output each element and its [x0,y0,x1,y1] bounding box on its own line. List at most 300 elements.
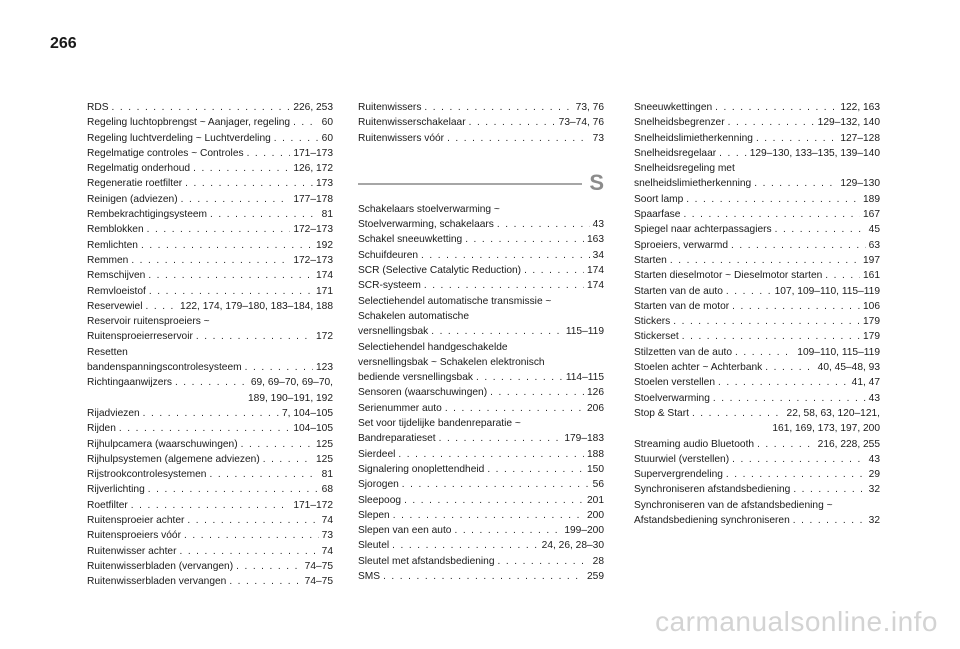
dot-leader [293,115,319,130]
index-entry [634,314,880,329]
index-entry-pages: 189 [863,193,880,205]
dot-leader [524,263,584,278]
index-entry-pages: 24, 26, 28–30 [541,540,604,552]
index-entry-term: Remblokken [87,224,144,236]
index-entry-pages: 171–172 [293,499,333,511]
index-entry [358,401,604,416]
dot-leader [181,192,291,207]
index-entry-term: Soort lamp [634,193,684,205]
index-entry-pages: 174 [587,280,604,292]
index-entry [87,222,333,237]
dot-leader [398,447,584,462]
index-entry-pages: 172 [316,331,333,343]
dot-leader [487,462,584,477]
index-entry-pages: 163 [587,234,604,246]
index-entry [87,437,333,452]
index-entry-pages: 73–74, 76 [558,117,604,129]
index-entry-term-line: Selectiehendel handgeschakelde [358,341,508,353]
dot-leader [141,238,313,253]
dot-leader [431,324,563,339]
index-entry-term: RDS [87,102,109,113]
index-entry-term: Ruitenwisserbladen (vervangen) [87,560,234,572]
index-entry-pages: 74 [321,545,333,557]
index-entry-term: Rijstrookcontrolesystemen [87,469,207,481]
index-entry-term: Stickers [634,316,671,328]
index-entry [87,115,333,130]
index-entry-term: Serienummer auto [358,402,442,414]
index-entry [87,559,333,574]
index-entry-pages: 127–128 [840,132,880,144]
page-number: 266 [50,35,77,52]
index-entry [634,482,880,497]
index-entry-term: Sleutel [358,540,390,552]
index-entry-term-line: versnellingsbak ~ Schakelen elektronisch [358,356,545,368]
index-entry [87,513,333,528]
index-entry-term: Remmen [87,254,129,266]
index-entry-term: Synchroniseren afstandsbediening [634,484,791,496]
index-entry [87,131,333,146]
index-entry [358,248,604,263]
index-entry-term: Rijadviezen [87,407,140,419]
index-entry-pages: 126, 172 [293,163,333,175]
index-entry-pages: 60 [321,117,333,129]
index-entry-pages: 81 [321,469,333,481]
index-entry [634,360,880,375]
dot-leader [732,299,860,314]
index-entry [634,161,880,192]
index-entry-pages: 171 [316,285,333,297]
index-entry [358,447,604,462]
index-entry [634,146,880,161]
index-entry-term-line: Selectiehendel automatische transmissie ~ [358,295,552,307]
index-entry-term: Schuifdeuren [358,249,419,261]
dot-leader [147,222,291,237]
dot-leader [715,100,837,115]
dot-leader [445,401,584,416]
index-entry [87,146,333,161]
index-entry-pages: 125 [316,453,333,465]
dot-leader [393,508,584,523]
dot-leader [775,222,866,237]
index-entry-pages: 41, 47 [851,377,880,389]
index-entry [87,253,333,268]
index-entry-term: Slepen van een auto [358,525,452,537]
index-entry-term: Sleepoog [358,494,402,506]
index-entry-pages: 28 [592,555,604,567]
dot-leader [728,115,815,130]
index-entry-term: Starten [634,254,667,266]
index-entry-pages: 123 [316,362,333,374]
index-entry-pages: 179 [863,331,880,343]
index-entry [634,268,880,283]
index-entry [358,202,604,233]
index-entry-pages: 129–130, 133–135, 139–140 [749,147,880,159]
index-entry-pages: 199–200 [564,525,604,537]
index-entry-term: Ruitenwisserschakelaar [358,117,466,129]
dot-leader [476,370,563,385]
dot-leader [490,385,584,400]
index-entry-term: Richtingaanwijzers [87,377,172,389]
index-entry-pages: 177–178 [293,193,333,205]
index-entry [87,314,333,345]
index-group-r-continued [358,100,604,146]
index-entry [358,131,604,146]
index-entry [358,232,604,247]
index-entry [87,268,333,283]
dot-leader [149,284,313,299]
dot-leader [179,544,318,559]
dot-leader [131,498,291,513]
dot-leader [718,375,849,390]
index-entry [87,176,333,191]
dot-leader [392,538,539,553]
dot-leader [424,278,584,293]
dot-leader [175,375,248,390]
index-column-3 [634,100,880,528]
index-entry [358,538,604,553]
index-entry-term: Schakel sneeuwketting [358,234,463,246]
index-entry-pages: 167 [863,209,880,221]
index-entry [87,452,333,467]
dot-leader [145,299,177,314]
dot-leader [756,131,837,146]
index-entry-pages: 7, 104–105 [282,407,333,419]
index-entry-term: Sensoren (waarschuwingen) [358,387,488,399]
dot-leader [726,467,866,482]
index-entry-pages: 68 [321,484,333,496]
index-entry-pages: 74–75 [304,576,333,588]
dot-leader [447,131,590,146]
dot-leader [184,528,319,543]
dot-leader [735,345,794,360]
index-entry-term: Sierdeel [358,448,396,460]
index-entry-pages: 125 [316,438,333,450]
index-entry [87,406,333,421]
dot-leader [209,467,318,482]
index-entry-term: Rijverlichting [87,484,145,496]
index-entry-pages: 173 [316,178,333,190]
index-entry-pages: 45 [868,224,880,236]
index-entry-term: SCR (Selective Catalytic Reduction) [358,265,522,277]
index-entry [87,528,333,543]
dot-leader [112,100,291,115]
index-entry-term: Ruitensproeierreservoir [87,331,193,343]
index-entry [358,340,604,386]
index-entry-pages: 43 [592,219,604,231]
index-entry [87,498,333,513]
index-entry [634,452,880,467]
index-entry [634,253,880,268]
index-entry [634,406,880,437]
dot-leader [497,217,590,232]
index-entry-pages: 122, 174, 179–180, 183–184, 188 [180,300,333,312]
index-entry [87,574,333,589]
dot-leader [498,554,590,569]
index-entry-pages: 115–119 [565,326,604,338]
index-entry-pages: 74 [321,515,333,527]
index-entry-term: Remvloeistof [87,285,146,297]
index-entry-term-line: Schakelen automatische [358,310,469,322]
index-entry-pages: 32 [868,484,880,496]
index-entry-term: Ruitenwissers [358,102,422,113]
index-entry [87,238,333,253]
index-entry-term: Rembekrachtigingsysteem [87,209,208,221]
index-entry-pages-continued: 189, 190–191, 192 [248,392,333,404]
index-entry-pages: 150 [587,463,604,475]
index-entry-pages: 107, 109–110, 115–119 [774,285,880,297]
index-entry [634,207,880,222]
letter-section-header [358,168,604,198]
index-entry [87,482,333,497]
index-entry-pages: 259 [587,571,604,583]
dot-leader [245,360,313,375]
index-entry [87,100,333,115]
index-entry-pages: 172–173 [293,254,333,266]
index-entry-term: Ruitensproeier achter [87,515,185,527]
dot-leader [454,523,561,538]
index-entry-term: Spiegel naar achterpassagiers [634,224,772,236]
index-entry-pages: 192 [316,239,333,251]
index-entry [634,391,880,406]
index-entry-term: Rijden [87,423,116,435]
index-entry-pages: 60 [321,132,333,144]
dot-leader [726,284,772,299]
dot-leader [236,559,302,574]
index-entry-pages: 174 [316,270,333,282]
index-entry [358,278,604,293]
index-entry [634,192,880,207]
dot-leader [210,207,319,222]
dot-leader [465,232,584,247]
index-entry-pages: 106 [863,300,880,312]
index-entry-term: Regelmatig onderhoud [87,163,191,175]
index-entry-term: Supervergrendeling [634,469,723,481]
dot-leader [686,192,860,207]
dot-leader [793,482,865,497]
index-entry [634,329,880,344]
index-entry-pages: 129–130 [840,178,880,190]
index-entry-pages: 109–110, 115–119 [797,346,880,358]
index-entry-term: Ruitenwisser achter [87,545,177,557]
index-entry [87,284,333,299]
index-entry-pages: 73 [321,530,333,542]
index-entry-pages: 56 [592,479,604,491]
index-entry-term: bediende versnellingsbak [358,372,473,384]
index-entry-term: Starten dieselmotor ~ Dieselmotor starten [634,270,823,282]
index-entry-pages: 174 [587,265,604,277]
index-entry-term: Regeling luchtverdeling ~ Luchtverdeling [87,132,271,144]
index-entry [358,493,604,508]
index-entry-term: Reservewiel [87,300,143,312]
index-column-1 [87,100,333,590]
index-entry-pages: 200 [587,509,604,521]
index-entry-pages: 126 [587,387,604,399]
index-entry-term: Stoelen verstellen [634,377,715,389]
index-entry [634,238,880,253]
index-entry-term: SCR-systeem [358,280,421,292]
index-entry-term-line: Reservoir ruitensproeiers ~ [87,316,210,328]
index-entry-term: Ruitensproeiers vóór [87,530,181,542]
index-entry-pages: 122, 163 [840,102,880,113]
dot-leader [670,253,860,268]
index-entry [634,115,880,130]
index-group-s [358,202,604,584]
dot-leader [682,329,860,344]
index-entry [358,477,604,492]
index-entry-term: Stop & Start [634,407,689,419]
index-entry [358,385,604,400]
index-entry [358,508,604,523]
index-entry-term: Regeneratie roetfilter [87,178,183,190]
dot-leader [383,569,584,584]
index-entry [634,299,880,314]
index-entry [87,467,333,482]
index-entry-term: SMS [358,571,381,583]
index-entry-pages: 63 [868,239,880,251]
index-entry-term: Regeling luchtopbrengst ~ Aanjager, regeling [87,117,291,129]
dot-leader [469,115,556,130]
index-entry-term: Reinigen (adviezen) [87,193,178,205]
dot-leader [757,437,815,452]
index-entry [634,498,880,529]
index-entry-term: Snelheidslimietherkenning [634,132,753,144]
index-entry-pages: 22, 58, 63, 120–121, [786,407,880,419]
dot-leader [673,314,860,329]
index-entry-term: Regelmatige controles ~ Controles [87,147,244,159]
index-entry [87,161,333,176]
dot-leader [247,146,291,161]
index-entry [358,554,604,569]
index-entry [358,263,604,278]
index-entry-term: Spaarfase [634,209,681,221]
dot-leader [731,238,866,253]
index-entry-term: Roetfilter [87,499,128,511]
dot-leader [185,176,313,191]
index-entry-pages: 216, 228, 255 [817,438,880,450]
index-entry-term: Stoelverwarming [634,392,710,404]
index-entry-term: Streaming audio Bluetooth [634,438,755,450]
dot-leader [402,477,590,492]
index-entry-term: Ruitenwissers vóór [358,132,445,144]
dot-leader [148,482,319,497]
index-entry-pages-continued: 161, 169, 173, 197, 200 [772,423,880,435]
index-entry-term: Stilzetten van de auto [634,346,732,358]
index-entry-term: Bandreparatieset [358,433,436,445]
dot-leader [193,161,290,176]
index-entry-term-line: Snelheidsregeling met [634,163,735,175]
dot-leader [143,406,279,421]
index-entry [87,345,333,376]
index-entry-term: Stoelen achter ~ Achterbank [634,362,763,374]
index-entry [634,345,880,360]
index-entry-term: Sjorogen [358,479,399,491]
index-entry-pages: 29 [868,469,880,481]
index-entry [87,207,333,222]
index-entry-pages: 226, 253 [293,102,333,113]
index-entry-term: Remschijven [87,270,146,282]
index-entry [634,437,880,452]
index-entry [87,421,333,436]
index-entry [358,416,604,447]
index-entry-term: snelheidslimietherkenning [634,178,752,190]
dot-leader [683,207,860,222]
index-entry-pages: 69, 69–70, 69–70, [250,377,333,389]
dot-leader [439,431,562,446]
index-entry [634,100,880,115]
index-entry-pages: 172–173 [293,224,333,236]
index-entry-pages: 179–183 [564,433,604,445]
index-entry-pages: 43 [868,392,880,404]
index-entry-term: Stoelverwarming, schakelaars [358,219,494,231]
index-column-2 [358,100,604,584]
dot-leader [713,391,866,406]
dot-leader [765,360,814,375]
index-entry-term-line: Set voor tijdelijke bandenreparatie ~ [358,418,521,430]
dot-leader [229,574,301,589]
index-entry-term: Ruitenwisserbladen vervangen [87,576,227,588]
index-entry [87,375,333,406]
index-entry-term: Remlichten [87,239,138,251]
index-entry-pages: 179 [863,316,880,328]
dot-leader [421,248,590,263]
dot-leader [692,406,784,421]
index-entry [634,284,880,299]
index-entry [634,467,880,482]
dot-leader [131,253,290,268]
index-entry-term-line: Synchroniseren van de afstandsbediening ~ [634,499,833,511]
index-entry-pages: 188 [587,448,604,460]
index-entry-term: Sproeiers, verwarmd [634,239,728,251]
index-entry-term-line: Resetten [87,346,128,358]
index-entry-term: bandenspanningscontrolesysteem [87,362,242,374]
index-entry-pages: 73, 76 [575,102,604,113]
index-entry-pages: 73 [592,132,604,144]
index-entry-term: Rijhulpcamera (waarschuwingen) [87,438,238,450]
dot-leader [274,131,319,146]
index-entry-term: Snelheidsbegrenzer [634,117,725,129]
dot-leader [187,513,318,528]
index-entry-pages: 114–115 [565,372,604,384]
index-entry [358,523,604,538]
dot-leader [196,329,313,344]
index-entry [358,294,604,340]
index-entry-term: Slepen [358,509,390,521]
index-entry-term-line: Schakelaars stoelverwarming ~ [358,203,500,215]
watermark: carmanualsonline.info [655,606,938,637]
dot-leader [719,146,747,161]
section-divider [358,183,582,185]
index-entry [358,462,604,477]
index-entry-pages: 201 [587,494,604,506]
index-entry [358,115,604,130]
index-entry-pages: 81 [321,209,333,221]
dot-leader [424,100,572,115]
index-entry [634,131,880,146]
index-entry-pages: 161 [863,270,880,282]
index-entry-term: Snelheidsregelaar [634,147,717,159]
index-entry-term: Rijhulpsystemen (algemene adviezen) [87,453,260,465]
index-entry-pages: 197 [863,254,880,266]
index-entry [87,299,333,314]
index-entry-pages: 34 [592,249,604,261]
dot-leader [263,452,313,467]
index-entry [634,222,880,237]
index-entry-term: Starten van de auto [634,285,723,297]
dot-leader [148,268,313,283]
index-entry-term: Sleutel met afstandsbediening [358,555,495,567]
dot-leader [793,513,866,528]
section-letter: S [589,169,604,195]
